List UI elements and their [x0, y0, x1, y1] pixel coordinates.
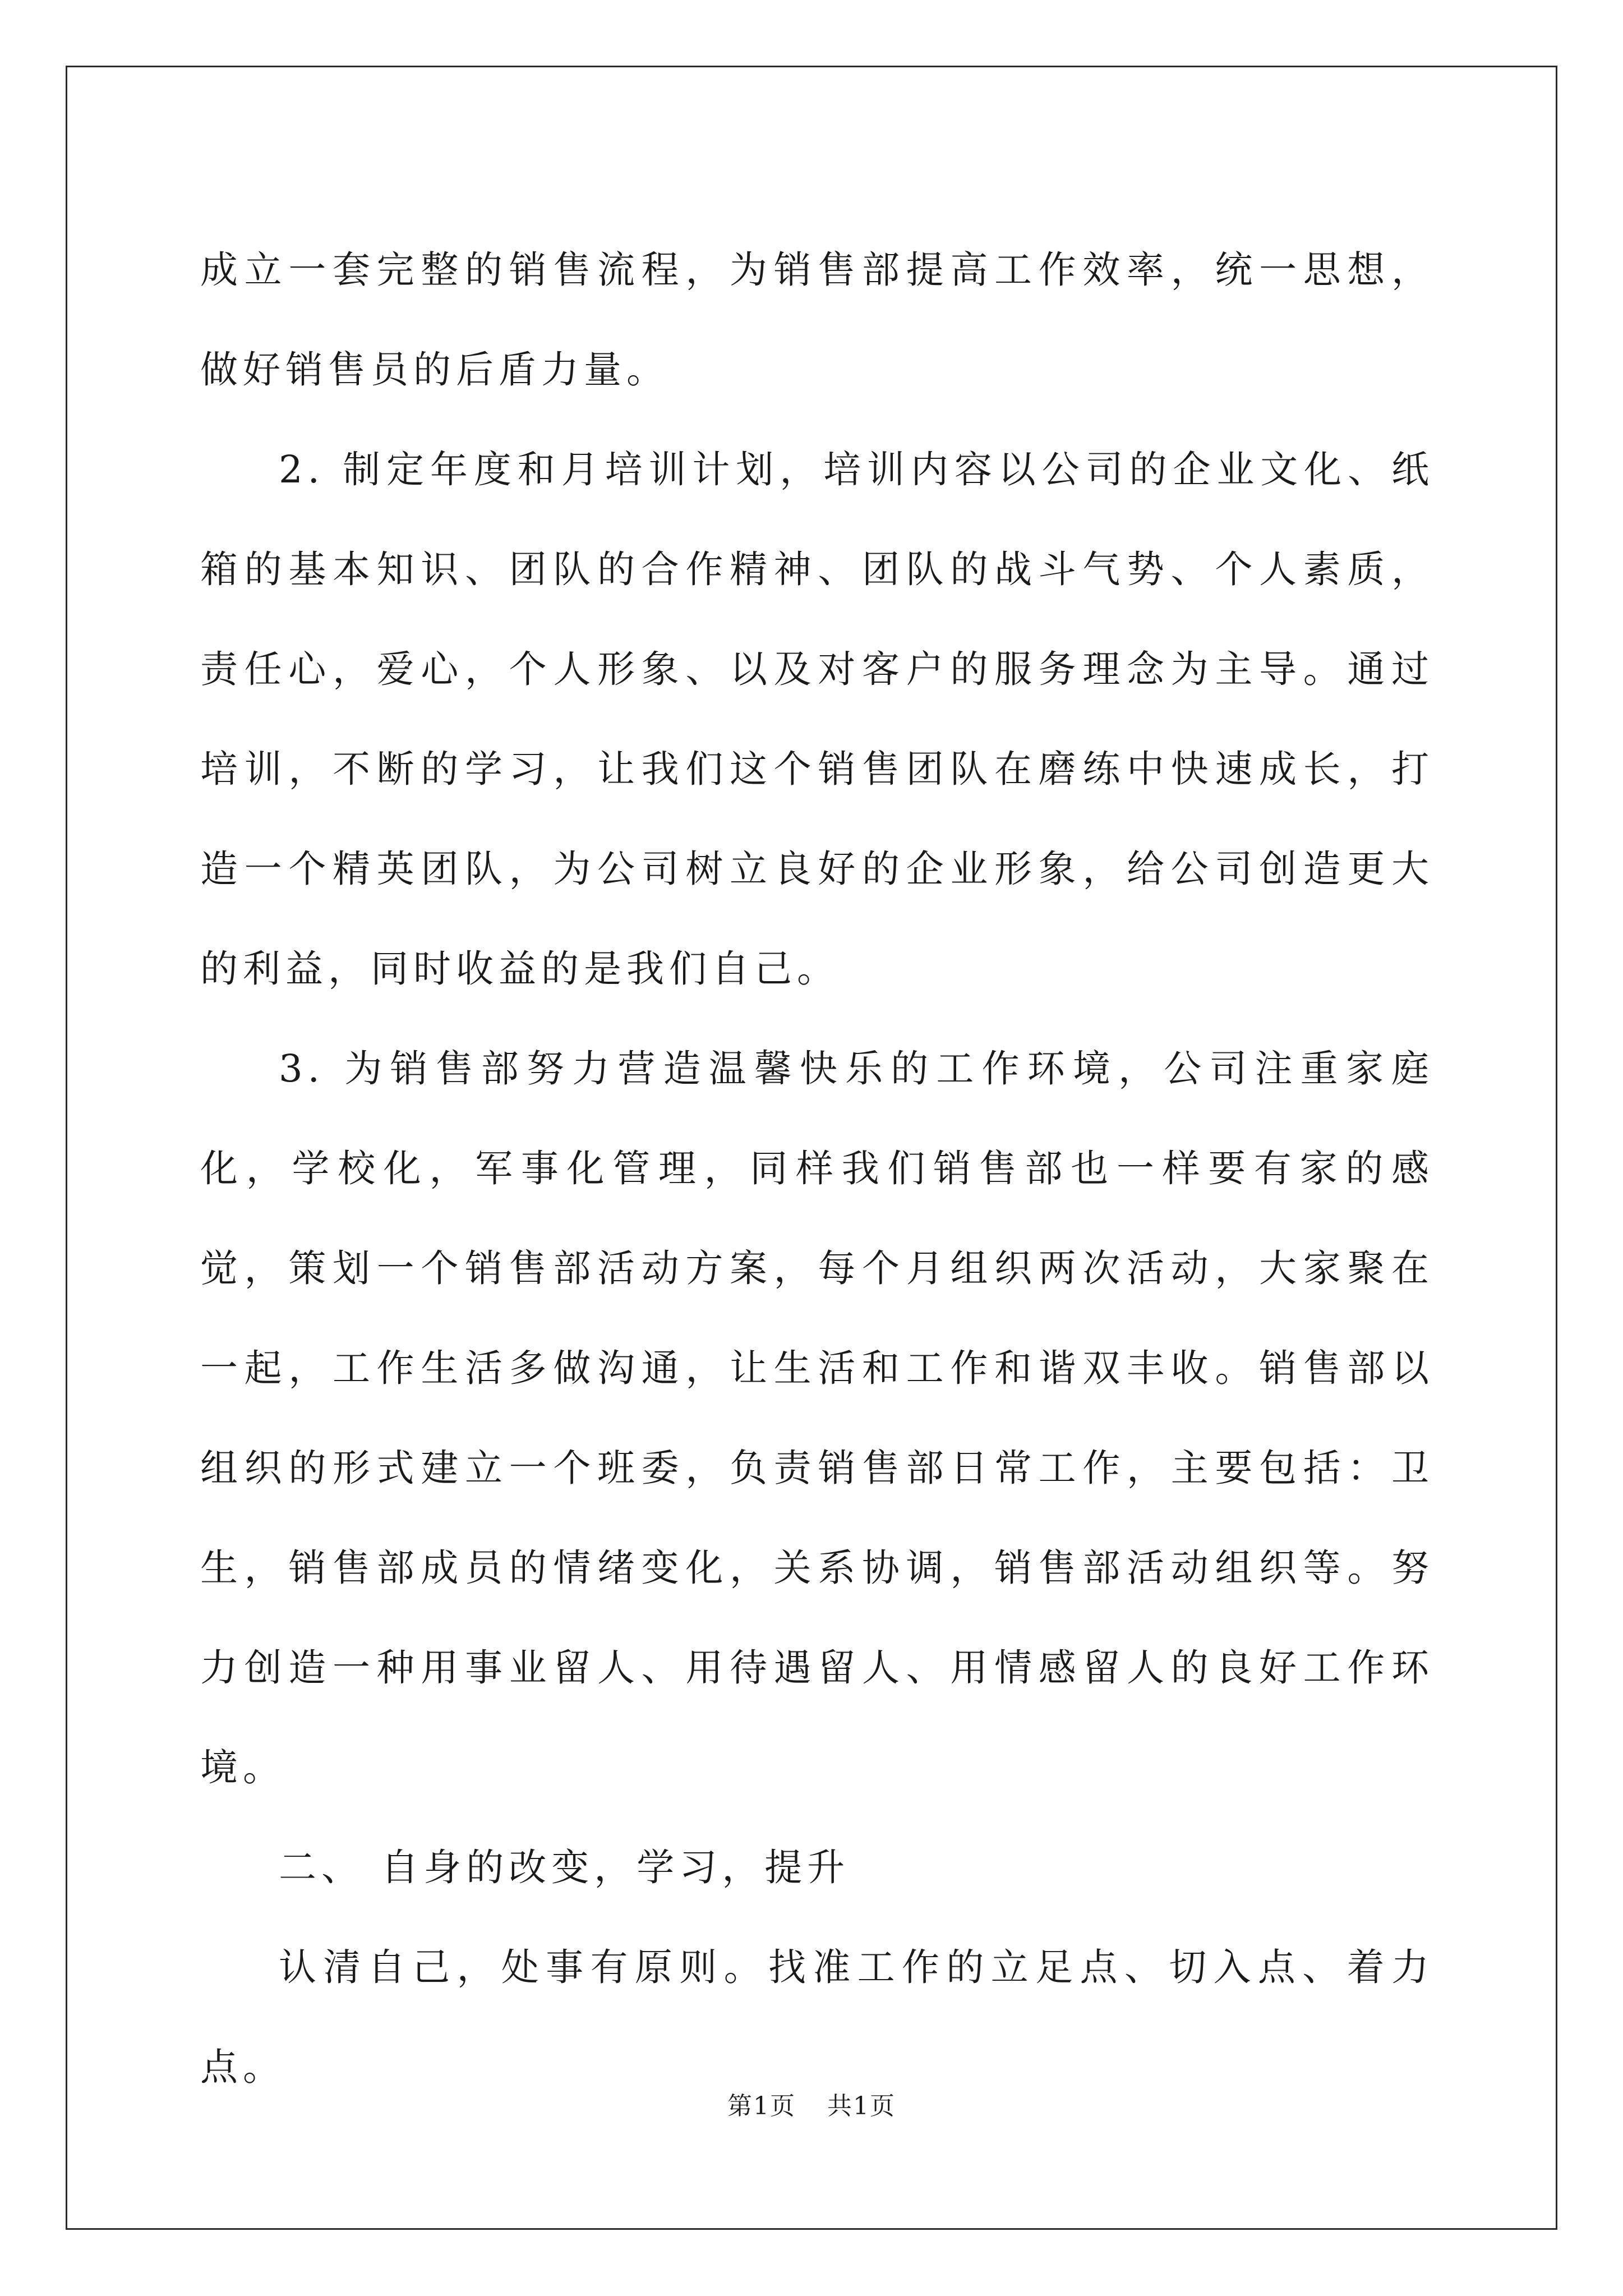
document-body: [200, 220, 1434, 2117]
section-heading: 二、 自身的改变，学习，提升: [279, 1846, 850, 1889]
paragraph-1: 成立一套完整的销售流程，为销售部提高工作效率，统一思想，做好销售员的后盾力量。: [200, 248, 1434, 392]
paragraph-4: 认清自己，处事有原则。找准工作的立足点、切入点、着力点。: [200, 1945, 1434, 2089]
page-number: 第1页: [727, 2092, 796, 2120]
page-total: 共1页: [827, 2092, 896, 2120]
paragraph-2: 2. 制定年度和月培训计划，培训内容以公司的企业文化、纸箱的基本知识、团队的合作精神、团队的战斗气势、个人素质，责任心，爱心，个人形象、以及对客户的服务理念为主导。通过培训，不断的学习，让我们这个销售团队在磨练中快速成长，打造一个精英团队，为公司树立良好的企业形象，给公司创造更大的利益，同时收益的是我们自己。: [200, 448, 1434, 991]
page-footer: [0, 2086, 1623, 2122]
paragraph-3: 3. 为销售部努力营造温馨快乐的工作环境，公司注重家庭化，学校化，军事化管理，同样我们销售部也一样要有家的感觉，策划一个销售部活动方案，每个月组织两次活动，大家聚在一起，工作生活多做沟通，让生活和工作和谐双丰收。销售部以组织的形式建立一个班委，负责销售部日常工作，主要包括：卫生，销售部成员的情绪变化，关系协调，销售部活动组织等。努力创造一种用事业留人、用待遇留人、用情感留人的良好工作环境。: [200, 1047, 1434, 1789]
